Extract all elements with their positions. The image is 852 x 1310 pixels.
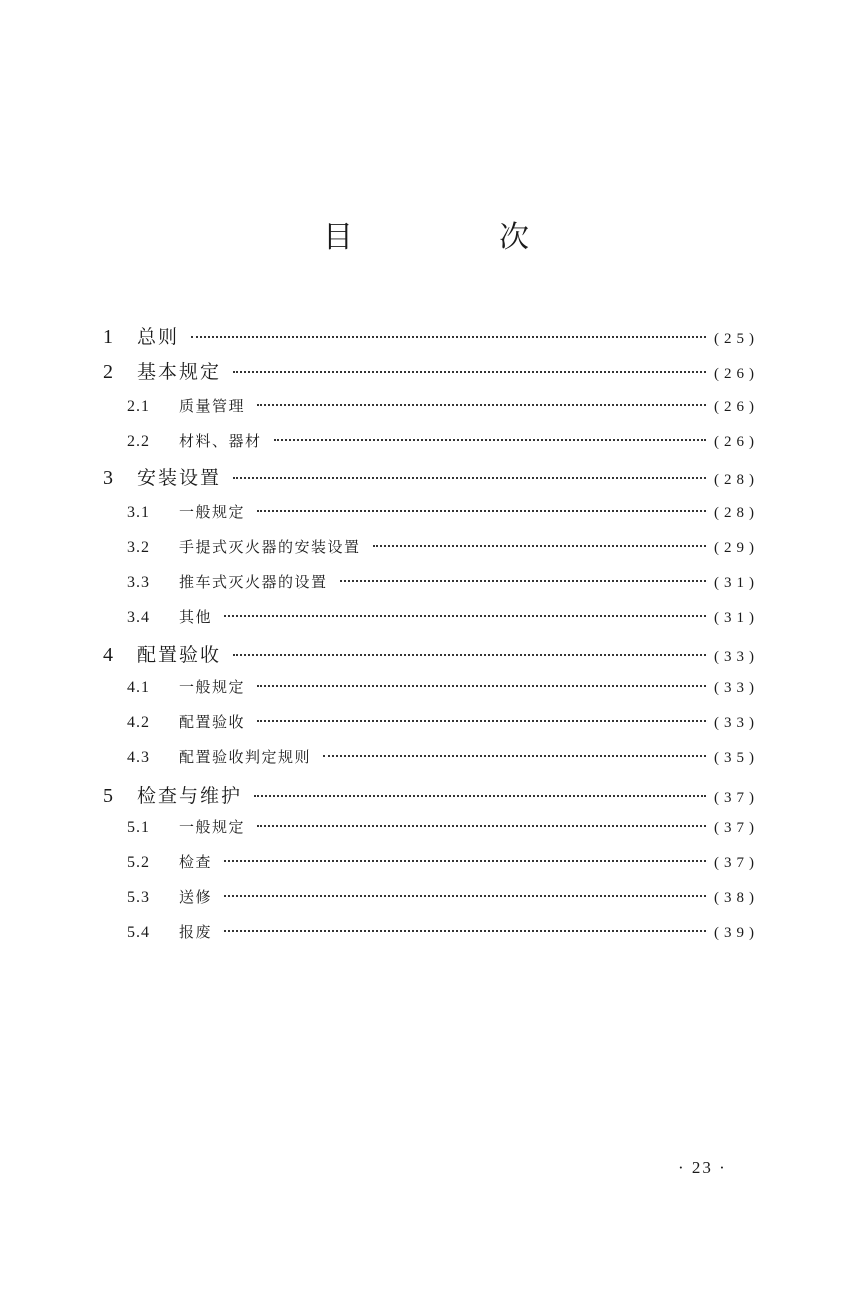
- toc-entry-3-3[interactable]: [127, 571, 759, 592]
- entry-label: 一般规定: [179, 503, 246, 521]
- entry-number: 1: [103, 326, 113, 348]
- entry-number: 4.3: [127, 749, 150, 766]
- toc-entry-5-4[interactable]: [127, 921, 759, 942]
- entry-number: 4.2: [127, 714, 150, 731]
- entry-page-ref: (33): [714, 715, 759, 731]
- entry-number: 2.1: [127, 398, 150, 415]
- entry-page-ref: (38): [714, 890, 759, 906]
- entry-page-ref: (37): [714, 790, 759, 806]
- toc-entry-2-1[interactable]: [127, 395, 759, 416]
- entry-label: 检查: [179, 853, 213, 871]
- entry-number: 4: [103, 644, 113, 666]
- entry-label: 一般规定: [179, 678, 246, 696]
- entry-label: 送修: [179, 888, 213, 906]
- dot-leader: [233, 654, 706, 656]
- toc-entry-2[interactable]: [103, 357, 759, 384]
- entry-page-ref: (33): [714, 649, 759, 665]
- entry-label: 推车式灭火器的设置: [179, 573, 328, 591]
- entry-page-ref: (26): [714, 366, 759, 382]
- entry-page-ref: (37): [714, 855, 759, 871]
- toc-entry-4-3[interactable]: [127, 746, 759, 767]
- toc-title: 目 次: [323, 220, 587, 255]
- entry-page-ref: (29): [714, 540, 759, 556]
- entry-number: 2.2: [127, 433, 150, 450]
- toc-entry-4[interactable]: [103, 640, 759, 667]
- entry-number: 2: [103, 361, 113, 383]
- page-number: · 23 ·: [678, 1158, 727, 1177]
- toc-entry-1[interactable]: [103, 322, 759, 349]
- entry-page-ref: (28): [714, 505, 759, 521]
- dot-leader: [254, 795, 706, 797]
- entry-number: 5.4: [127, 924, 150, 941]
- dot-leader: [323, 755, 706, 757]
- dot-leader: [224, 895, 706, 897]
- dot-leader: [373, 545, 706, 547]
- entry-page-ref: (39): [714, 925, 759, 941]
- toc-entry-4-1[interactable]: [127, 676, 759, 697]
- entry-page-ref: (26): [714, 399, 759, 415]
- entry-page-ref: (28): [714, 472, 759, 488]
- entry-label: 手提式灭火器的安装设置: [179, 538, 361, 556]
- entry-label: 一般规定: [179, 818, 246, 836]
- entry-label: 质量管理: [179, 397, 246, 415]
- entry-page-ref: (25): [714, 331, 759, 347]
- entry-label: 配置验收: [137, 644, 222, 666]
- toc-entry-5-2[interactable]: [127, 851, 759, 872]
- entry-page-ref: (31): [714, 575, 759, 591]
- entry-number: 5.3: [127, 889, 150, 906]
- entry-number: 3.1: [127, 504, 150, 521]
- entry-page-ref: (35): [714, 750, 759, 766]
- dot-leader: [191, 336, 706, 338]
- entry-label: 总则: [137, 326, 180, 348]
- dot-leader: [224, 930, 706, 932]
- dot-leader: [257, 825, 706, 827]
- toc-entry-5-3[interactable]: [127, 886, 759, 907]
- entry-label: 检查与维护: [137, 785, 243, 807]
- toc-entry-5[interactable]: [103, 781, 759, 808]
- entry-page-ref: (33): [714, 680, 759, 696]
- entry-label: 报废: [179, 923, 213, 941]
- entry-number: 3.3: [127, 574, 150, 591]
- entry-label: 配置验收: [179, 713, 246, 731]
- toc-entry-3-1[interactable]: [127, 501, 759, 522]
- entry-page-ref: (31): [714, 610, 759, 626]
- dot-leader: [340, 580, 706, 582]
- toc-entry-5-1[interactable]: [127, 816, 759, 837]
- dot-leader: [224, 860, 706, 862]
- toc-entry-2-2[interactable]: [127, 430, 759, 451]
- entry-label: 基本规定: [137, 361, 222, 383]
- toc-entry-4-2[interactable]: [127, 711, 759, 732]
- entry-label: 材料、器材: [179, 432, 262, 450]
- toc-entry-3-2[interactable]: [127, 536, 759, 557]
- dot-leader: [224, 615, 706, 617]
- toc-entry-3-4[interactable]: [127, 606, 759, 627]
- entry-number: 3: [103, 467, 113, 489]
- dot-leader: [257, 510, 706, 512]
- dot-leader: [274, 439, 706, 441]
- entry-number: 3.4: [127, 609, 150, 626]
- dot-leader: [233, 477, 706, 479]
- entry-number: 5.1: [127, 819, 150, 836]
- dot-leader: [257, 404, 706, 406]
- dot-leader: [257, 720, 706, 722]
- entry-page-ref: (26): [714, 434, 759, 450]
- toc-entry-3[interactable]: [103, 463, 759, 490]
- entry-label: 其他: [179, 608, 213, 626]
- entry-number: 5.2: [127, 854, 150, 871]
- entry-label: 配置验收判定规则: [179, 748, 312, 766]
- entry-number: 5: [103, 785, 113, 807]
- entry-page-ref: (37): [714, 820, 759, 836]
- entry-number: 3.2: [127, 539, 150, 556]
- dot-leader: [257, 685, 706, 687]
- entry-number: 4.1: [127, 679, 150, 696]
- dot-leader: [233, 371, 706, 373]
- entry-label: 安装设置: [137, 467, 222, 489]
